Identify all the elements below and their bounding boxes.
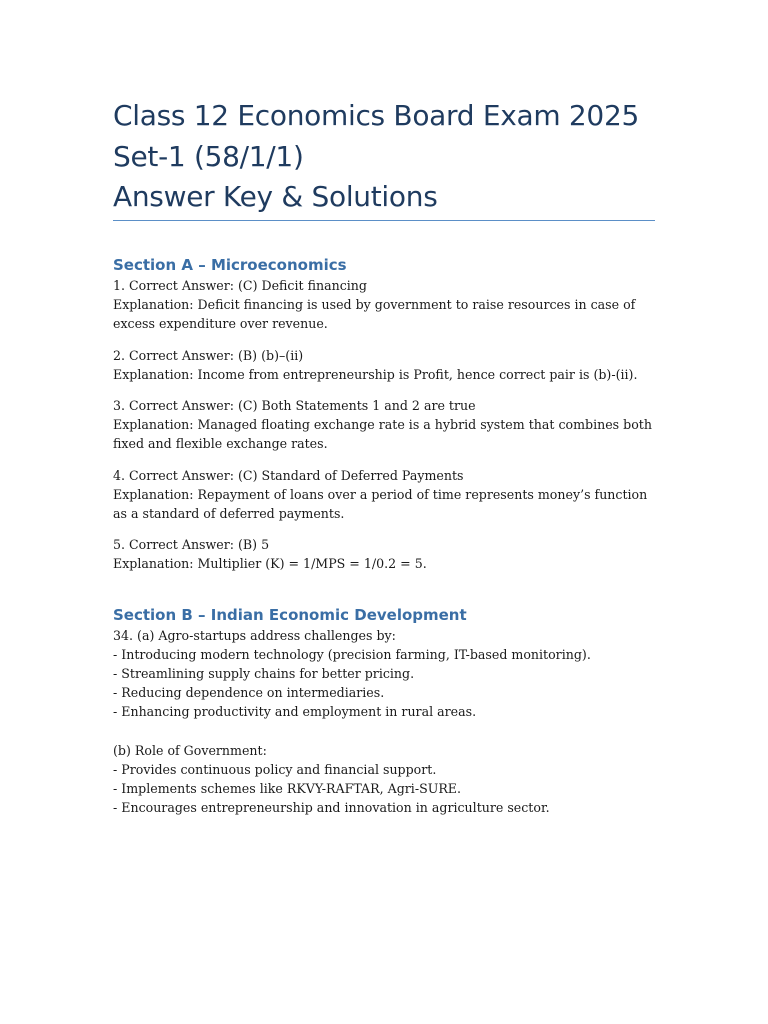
question-34-part-b	[113, 741, 658, 818]
list-item: - Enhancing productivity and employment in rural areas.	[113, 704, 477, 720]
part-a-intro: 34. (a) Agro-startups address challenges by:	[113, 627, 396, 643]
section-a	[113, 254, 658, 574]
answer-line: 5. Correct Answer: (B) 5	[113, 537, 270, 553]
list-item: - Introducing modern technology (precision farming, IT-based monitoring).	[113, 646, 591, 662]
answer-line: 1. Correct Answer: (C) Deficit financing	[113, 278, 367, 293]
explanation-line: Explanation: Managed floating exchange rate is a hybrid system that combines both fixed and flexible exchange rates.	[113, 417, 652, 452]
list-item: - Encourages entrepreneurship and innovation in agriculture sector.	[113, 800, 550, 816]
section-b	[113, 604, 658, 818]
list-item: - Reducing dependence on intermediaries.	[113, 685, 385, 701]
list-item: - Streamlining supply chains for better pricing.	[113, 666, 415, 682]
part-b-intro: (b) Role of Government:	[113, 742, 267, 758]
list-item: - Implements schemes like RKVY-RAFTAR, Agri-SURE.	[113, 781, 461, 797]
explanation-line: Explanation: Multiplier (K) = 1/MPS = 1/0.2 = 5.	[113, 556, 427, 572]
explanation-line: Explanation: Income from entrepreneurship is Profit, hence correct pair is (b)-(ii).	[113, 366, 638, 382]
title-divider	[113, 220, 655, 221]
answer-line: 4. Correct Answer: (C) Standard of Deferred Payments	[113, 467, 464, 483]
answer-item-3	[113, 396, 658, 454]
answer-line: 3. Correct Answer: (C) Both Statements 1 and 2 are true	[113, 398, 476, 414]
section-b-heading: Section B – Indian Economic Development	[113, 605, 467, 624]
explanation-line: Explanation: Repayment of loans over a period of time represents money’s function as a standard of deferred payments.	[113, 486, 648, 522]
title-line-1: Class 12 Economics Board Exam 2025	[113, 99, 639, 132]
list-item: - Provides continuous policy and financial support.	[113, 762, 437, 778]
answer-line: 2. Correct Answer: (B) (b)–(ii)	[113, 347, 304, 363]
paragraph-gap	[113, 722, 658, 741]
document-body	[113, 254, 658, 818]
answer-item-5	[113, 535, 658, 573]
section-a-heading: Section A – Microeconomics	[113, 256, 347, 274]
document-title	[113, 96, 655, 218]
answer-item-1	[113, 276, 658, 334]
explanation-line: Explanation: Deficit financing is used by government to raise resources in case of excess expenditure over revenue.	[113, 297, 636, 332]
title-line-3: Answer Key & Solutions	[113, 180, 438, 213]
title-line-2: Set-1 (58/1/1)	[113, 139, 304, 173]
answer-item-2	[113, 346, 658, 384]
answer-item-4	[113, 466, 658, 524]
question-34-part-a	[113, 626, 658, 722]
